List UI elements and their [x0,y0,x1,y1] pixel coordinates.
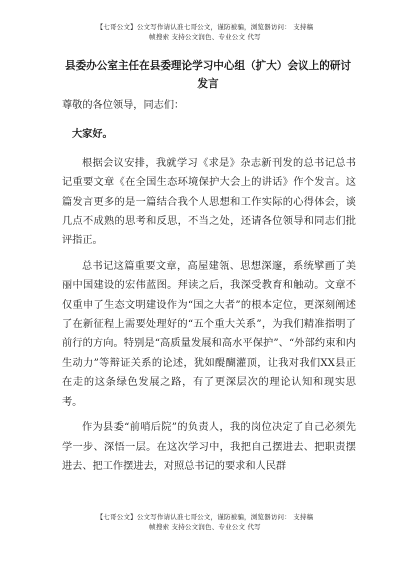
page-header [0,22,410,42]
document-title: 县委办公室主任在县委理论学习中心组（扩大）会议上的研讨发言 [64,60,352,90]
greeting: 大家好。 [72,128,113,141]
paragraph-2: 总书记这篇重要文章，高屋建瓴、思想深邃，系统擘画了美丽中国建设的宏伟蓝图。拜读之后，我深受教育和触动。文章不仅重申了生态文明建设作为“国之大者”的根本定位，更深刻阐述了在新征程上需要处理好的“五个重大关系”，为我们精准指明了前行的方向。特别是“高质量发展和高水平保护”、“外部约束和内生动力”等辩证关系的论述，犹如醍醐灌顶，让我对我们XX县正在走的这条绿色发展之路，有了更深层次的理论认知和现实思考。 [62,260,356,408]
page-footer [0,512,410,532]
footer-line-2: 帧搜索 支持公文润色、专业公文 代写 [149,523,261,531]
salutation: 尊敬的各位领导，同志们： [62,100,185,111]
document-body [62,96,356,476]
footer-line-1: 【七哥公文】公文写作请认准七哥公文，谨防被骗，浏览器访问： 支持稿 [96,513,314,521]
paragraph-1: 根据会议安排，我就学习《求是》杂志新刊发的总书记总书记重要文章《在全国生态环境保护大会上的讲话》作个发言。这篇发言更多的是一篇结合我个人思想和工作实际的心得体会，谈几点不成熟的思考和反思，不当之处，还请各位领导和同志们批评指正。 [62,157,356,247]
header-line-1: 【七哥公文】公文写作请认准七哥公文，谨防被骗，浏览器访问： 支持稿 [96,23,314,31]
header-line-2: 帧搜索 支持公文润色、专业公文 代写 [149,33,261,41]
paragraph-3: 作为县委“前哨后院”的负责人，我的岗位决定了自己必须先学一步、深悟一层。在这次学习中，我把自己摆进去、把职责摆进去、把工作摆进去，对照总书记的要求和人民群 [62,422,356,472]
